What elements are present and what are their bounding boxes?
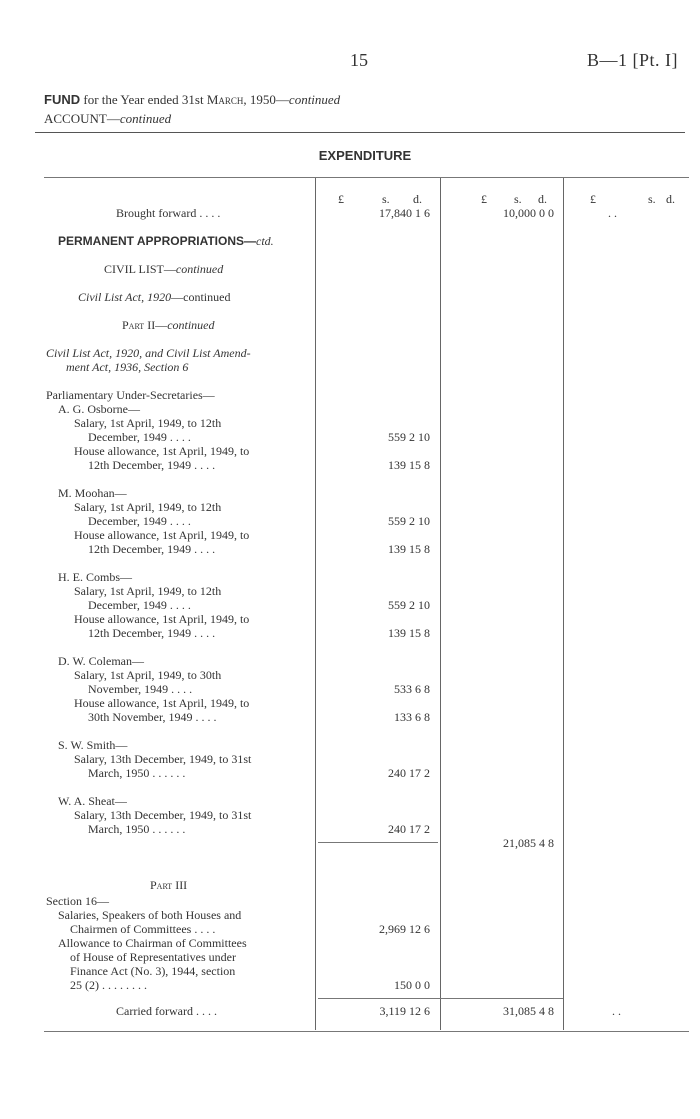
brought-forward-col2: 10,000 0 0	[503, 206, 554, 220]
column-divider-3	[563, 178, 564, 1030]
entry-salary-amount: 559 2 10	[388, 514, 430, 528]
section-16-heading: Section 16—	[46, 894, 109, 908]
part2-cont: continued	[167, 318, 215, 332]
amendment-act-line2: ment Act, 1936, Section 6	[66, 360, 189, 374]
amendment-act-line1: Civil List Act, 1920, and Civil List Amend-	[46, 346, 251, 360]
smith-name: S. W. Smith—	[58, 738, 128, 752]
entry-allowance-amount: 133 6 8	[394, 710, 430, 724]
speakers-salary-line1: Salaries, Speakers of both Houses and	[58, 908, 242, 922]
entry-salary-line2: December, 1949 . . . .	[88, 598, 191, 612]
entry-name: A. G. Osborne—	[58, 402, 140, 416]
carried-forward-rule	[318, 998, 563, 999]
entry-salary-amount: 533 6 8	[394, 682, 430, 696]
entry-name: H. E. Combs—	[58, 570, 133, 584]
col2-shilling-head: s.	[514, 192, 522, 206]
chairman-allowance-line3: Finance Act (No. 3), 1944, section	[70, 964, 236, 978]
entry-salary-line1: Salary, 1st April, 1949, to 12th	[74, 500, 222, 514]
chairman-allowance-line1: Allowance to Chairman of Committees	[58, 936, 247, 950]
sheat-salary-amount: 240 17 2	[388, 822, 430, 836]
sheat-name: W. A. Sheat—	[58, 794, 127, 808]
fund-heading	[44, 92, 340, 108]
top-rule	[35, 132, 685, 133]
document-reference: B—1 [Pt. I]	[587, 50, 678, 70]
entry-allowance-line2: 12th December, 1949 . . . .	[88, 626, 216, 640]
entry-salary-line2: December, 1949 . . . .	[88, 430, 191, 444]
carried-forward-col1: 3,119 12 6	[379, 1004, 430, 1018]
carried-forward-label: Carried forward . . . .	[116, 1004, 217, 1018]
entry-allowance-line2: 12th December, 1949 . . . .	[88, 542, 216, 556]
col3-pound-head: £	[590, 192, 596, 206]
civil-list-heading	[104, 262, 223, 277]
col1-pence-head: d.	[413, 192, 422, 206]
table-bottom-rule	[44, 1031, 689, 1032]
smith-salary-line1: Salary, 13th December, 1949, to 31st	[74, 752, 252, 766]
fund-word: FUND	[44, 92, 81, 107]
account-word: ACCOUNT—	[44, 111, 120, 126]
smith-salary-line2: March, 1950 . . . . . .	[88, 766, 186, 780]
carried-forward-col3: . .	[612, 1004, 621, 1018]
sheat-salary-line2: March, 1950 . . . . . .	[88, 822, 186, 836]
entry-allowance-line1: House allowance, 1st April, 1949, to	[74, 612, 250, 626]
entry-salary-line2: December, 1949 . . . .	[88, 514, 191, 528]
col1-shilling-head: s.	[382, 192, 390, 206]
entry-allowance-line2: 30th November, 1949 . . . .	[88, 710, 217, 724]
carried-forward-col2: 31,085 4 8	[503, 1004, 554, 1018]
part2-label: Part II—	[122, 318, 168, 332]
civil-list-label: CIVIL LIST—	[104, 262, 176, 276]
brought-forward-col1: 17,840 1 6	[379, 206, 430, 220]
col1-pound-head: £	[338, 192, 344, 206]
fund-month: March	[206, 92, 244, 107]
fund-rest: for the Year ended 31st	[80, 92, 207, 107]
entry-salary-line1: Salary, 1st April, 1949, to 12th	[74, 584, 222, 598]
entry-allowance-amount: 139 15 8	[388, 458, 430, 472]
entry-salary-line1: Salary, 1st April, 1949, to 12th	[74, 416, 222, 430]
part3-heading: Part III	[150, 878, 188, 892]
account-heading	[44, 111, 171, 127]
brought-forward-col3: . .	[608, 206, 617, 220]
fund-continued: continued	[288, 92, 341, 107]
entry-salary-amount: 559 2 10	[388, 430, 430, 444]
speakers-salary-line2: Chairmen of Committees . . . .	[70, 922, 216, 936]
table-top-rule	[44, 177, 689, 178]
smith-salary-amount: 240 17 2	[388, 766, 430, 780]
sheat-salary-line1: Salary, 13th December, 1949, to 31st	[74, 808, 252, 822]
chairman-allowance-line4: 25 (2) . . . . . . . .	[70, 978, 147, 992]
entry-salary-line1: Salary, 1st April, 1949, to 30th	[74, 668, 222, 682]
entry-salary-amount: 559 2 10	[388, 598, 430, 612]
col3-shilling-head: s.	[648, 192, 656, 206]
entry-name: M. Moohan—	[58, 486, 127, 500]
permanent-cont: ctd.	[256, 234, 274, 248]
fund-year: , 1950—	[243, 92, 289, 107]
entry-name: D. W. Coleman—	[58, 654, 144, 668]
entry-allowance-line2: 12th December, 1949 . . . .	[88, 458, 216, 472]
act-1920-cont: —continued	[171, 290, 231, 304]
column-divider-1	[315, 178, 316, 1030]
brought-forward-label: Brought forward . . . .	[116, 206, 221, 220]
speakers-salary-amount: 2,969 12 6	[379, 922, 430, 936]
section-title: EXPENDITURE	[318, 148, 412, 163]
subtotal-rule	[318, 842, 438, 843]
civil-list-cont: continued	[175, 262, 224, 276]
act-1920-label: Civil List Act, 1920	[78, 290, 172, 304]
act-1920-heading	[78, 290, 230, 305]
chairman-allowance-amount: 150 0 0	[394, 978, 430, 992]
part2-heading	[122, 318, 215, 333]
page-number: 15	[350, 50, 368, 70]
entry-allowance-amount: 139 15 8	[388, 626, 430, 640]
col3-pence-head: d.	[666, 192, 675, 206]
col2-pound-head: £	[481, 192, 487, 206]
entry-allowance-line1: House allowance, 1st April, 1949, to	[74, 444, 250, 458]
chairman-allowance-line2: of House of Representatives under	[70, 950, 236, 964]
subtotal-col2: 21,085 4 8	[503, 836, 554, 850]
under-secretaries-heading: Parliamentary Under-Secretaries—	[46, 388, 215, 402]
entry-allowance-line1: House allowance, 1st April, 1949, to	[74, 696, 250, 710]
entry-salary-line2: November, 1949 . . . .	[88, 682, 193, 696]
permanent-label: PERMANENT APPROPRIATIONS—	[58, 234, 257, 248]
entry-allowance-line1: House allowance, 1st April, 1949, to	[74, 528, 250, 542]
column-divider-2	[440, 178, 441, 1030]
account-continued: continued	[119, 111, 172, 126]
col2-pence-head: d.	[538, 192, 547, 206]
permanent-appropriations-heading	[58, 234, 274, 249]
entry-allowance-amount: 139 15 8	[388, 542, 430, 556]
